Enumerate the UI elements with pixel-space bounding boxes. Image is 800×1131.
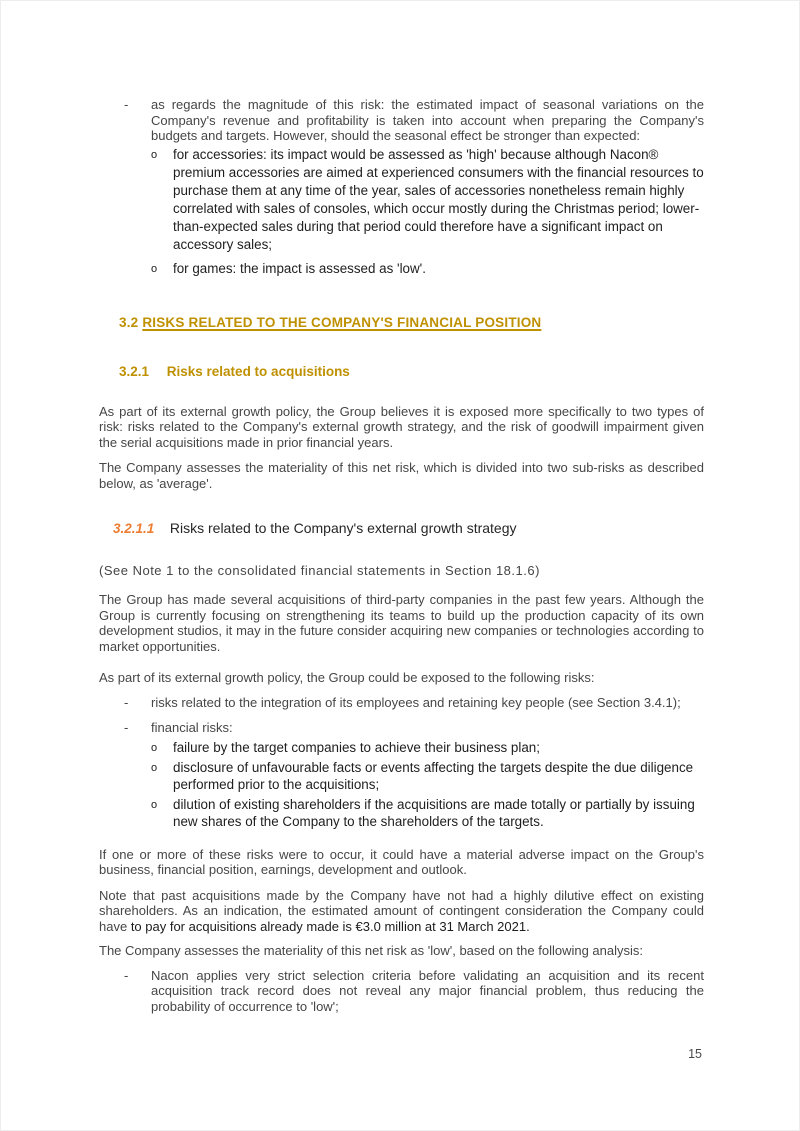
list-item (99, 739, 704, 757)
sub-list (99, 146, 704, 278)
paragraph-text: Note that past acquisitions made by the Company have not had a highly dilutive effect on existing shareholders. As an indication, the estimated amount of contingent consideration the Company could have (99, 887, 704, 934)
section-title: RISKS RELATED TO THE COMPANY'S FINANCIAL POSITION (142, 314, 542, 330)
section-number: 3.2.1 (119, 364, 150, 379)
list-item (99, 97, 704, 144)
list-item-text: Nacon applies very strict selection criteria before validating an acquisition and its recent acquisition track record does not reveal any major financial problem, thus reducing the probability of occurrence to 'low'; (151, 967, 704, 1014)
paragraph: As part of its external growth policy, the Group believes it is exposed more specifically to two types of risk: risks related to the Company's external growth strategy, and the risk of goodwill impairment given the serial acquisitions made in prior financial years. (99, 403, 704, 450)
page-content (1, 1, 799, 1014)
note-reference: (See Note 1 to the consolidated financial statements in Section 18.1.6) (99, 562, 540, 578)
section-title: Risks related to the Company's external growth strategy (169, 520, 517, 536)
list-item (99, 796, 704, 831)
list-item (99, 759, 704, 794)
list-item (99, 695, 704, 711)
dash-bullet-marker: - (124, 97, 129, 112)
circle-bullet-marker: o (151, 798, 158, 811)
dash-bullet-marker: - (124, 720, 129, 735)
list-item (99, 968, 704, 1015)
circle-bullet-marker: o (151, 761, 158, 774)
circle-bullet-marker: o (151, 148, 158, 161)
paragraph: If one or more of these risks were to occur, it could have a material adverse impact on the Group's business, financial position, earnings, development and outlook. (99, 846, 704, 877)
section-heading-3-2-1-1 (113, 521, 704, 537)
list-item-text: dilution of existing shareholders if the acquisitions are made totally or partially by issuing new shares of the Company to the shareholders of the targets. (173, 796, 695, 829)
list-item (99, 720, 704, 736)
section-heading-3-2 (119, 315, 704, 331)
list-item-text: disclosure of unfavourable facts or events affecting the targets despite the due diligence performed prior to the acquisitions; (173, 759, 694, 792)
paragraph-emphasis-text: to pay for acquisitions already made is €3.0 million at 31 March 2021. (130, 918, 530, 934)
circle-bullet-marker: o (151, 741, 158, 754)
section-number: 3.2 (119, 314, 139, 330)
section-title: Risks related to acquisitions (166, 364, 350, 379)
paragraph: The Group has made several acquisitions of third-party companies in the past few years. Although the Group is currently focusing on strengthening its teams to build up the production capacity of its own development studios, it may in the future consider acquiring new companies or technologies according to market opportunities. (99, 592, 704, 654)
list-item-text: as regards the magnitude of this risk: the estimated impact of seasonal variations on the Company's revenue and profitability is taken into account when preparing the Company's budgets and targets. However, should the seasonal effect be stronger than expected: (151, 97, 704, 143)
list-item-text: financial risks: (151, 720, 233, 735)
list-item-text: risks related to the integration of its employees and retaining key people (see Section 3.4.1); (151, 694, 681, 710)
dash-bullet-marker: - (124, 967, 129, 983)
list-item (99, 146, 704, 254)
sub-list (99, 739, 704, 831)
list-item-text: failure by the target companies to achieve their business plan; (173, 739, 540, 755)
list-item-text: for games: the impact is assessed as 'low'. (173, 260, 426, 276)
list-item (99, 260, 704, 278)
paragraph: The Company assesses the materiality of this net risk, which is divided into two sub-risks as described below, as 'average'. (99, 460, 704, 491)
page-number: 15 (688, 1047, 702, 1061)
paragraph (99, 888, 704, 935)
dash-bullet-marker: - (124, 694, 129, 710)
section-number: 3.2.1.1 (113, 521, 155, 536)
paragraph: As part of its external growth policy, the Group could be exposed to the following risks: (99, 670, 595, 685)
list-item-text: for accessories: its impact would be assessed as 'high' because although Nacon® premium accessories are aimed at experienced consumers with the financial resources to purchase them at any time of the year, sales of accessories nonetheless remain highly correlated with sales of consoles, which occur mostly during the Christmas period; lower-than-expected sales during that period could therefore have a significant impact on accessory sales; (173, 146, 704, 252)
paragraph: The Company assesses the materiality of this net risk as 'low', based on the following analysis: (99, 943, 644, 958)
section-heading-3-2-1 (119, 364, 704, 380)
circle-bullet-marker: o (151, 262, 158, 275)
